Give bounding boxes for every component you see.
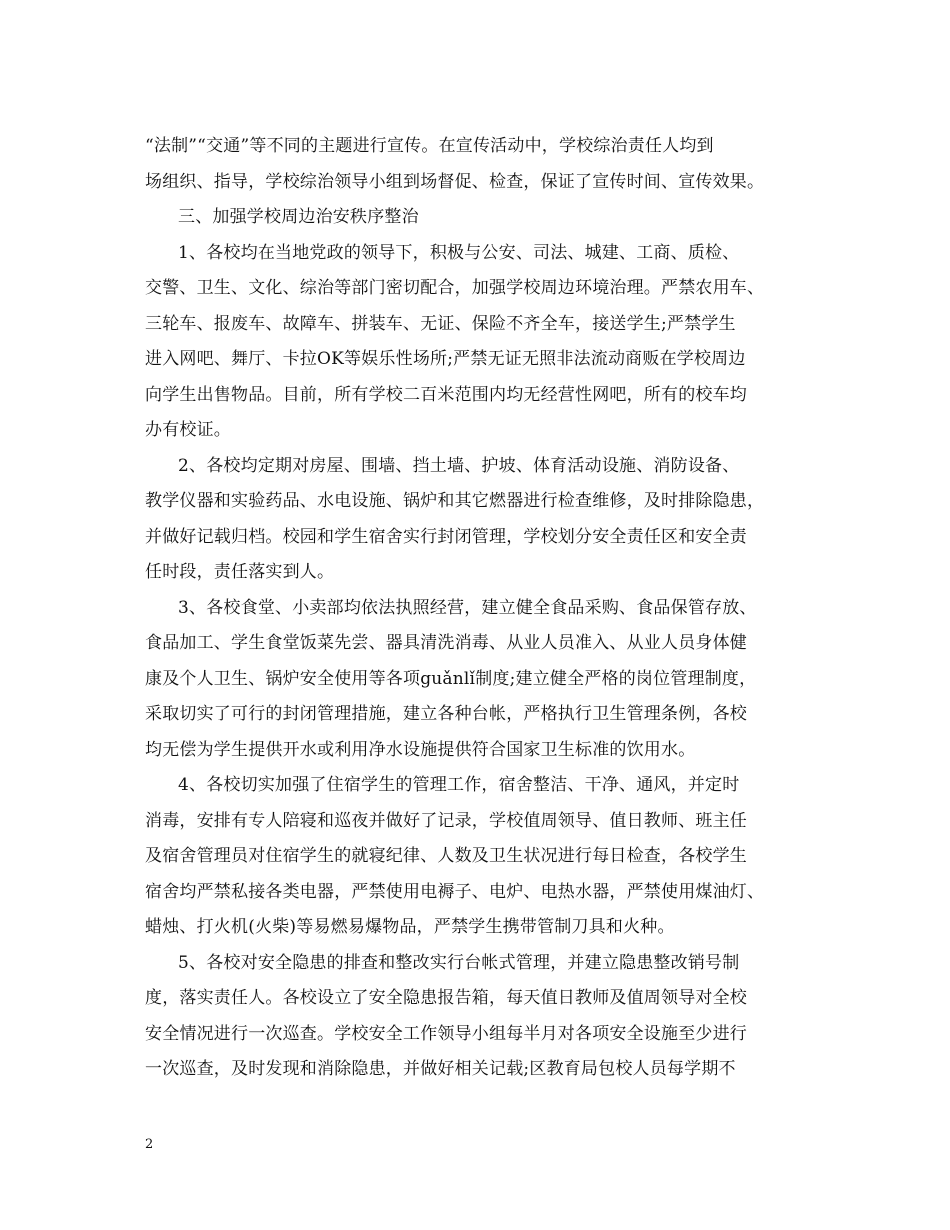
text-line: 4、各校切实加强了住宿学生的管理工作，宿舍整洁、干净、通风，并定时 (178, 775, 740, 795)
text-line: 采取切实了可行的封闭管理措施，建立各种台帐，严格执行卫生管理条例，各校 (145, 704, 747, 724)
text-line: 三轮车、报废车、故障车、拼装车、无证、保险不齐全车，接送学生;严禁学生 (145, 314, 736, 334)
text-line: 及宿舍管理员对住宿学生的就寝纪律、人数及卫生状况进行每日检查，各校学生 (145, 846, 747, 866)
text-line: 度，落实责任人。各校设立了安全隐患报告箱，每天值日教师及值周领导对全校 (145, 988, 747, 1008)
page-number: 2 (145, 1137, 154, 1152)
text-line: 一次巡查，及时发现和消除隐患，并做好相关记载;区教育局包校人员每学期不 (145, 1059, 736, 1079)
text-line: 康及个人卫生、锅炉安全使用等各项guǎnlǐ制度;建立健全严格的岗位管理制度， (145, 669, 757, 689)
text-line: “法制”“交通”等不同的主题进行宣传。在宣传活动中，学校综治责任人均到 (145, 136, 714, 156)
text-line: 交警、卫生、文化、综治等部门密切配合，加强学校周边环境治理。严禁农用车、 (145, 278, 765, 298)
text-line: 消毒，安排有专人陪寝和巡夜并做好了记录，学校值周领导、值日教师、班主任 (145, 811, 747, 831)
text-line: 均无偿为学生提供开水或利用净水设施提供符合国家卫生标准的饮用水。 (145, 740, 696, 760)
text-line: 教学仪器和实验药品、水电设施、锅炉和其它燃器进行检查维修，及时排除隐患， (145, 491, 765, 511)
text-line: 3、各校食堂、小卖部均依法执照经营，建立健全食品采购、食品保管存放、 (178, 598, 757, 618)
text-line: 宿舍均严禁私接各类电器，严禁使用电褥子、电炉、电热水器，严禁使用煤油灯、 (145, 882, 765, 902)
text-line: 1、各校均在当地党政的领导下，积极与公安、司法、城建、工商、质检、 (178, 243, 740, 263)
text-line: 并做好记载归档。校园和学生宿舍实行封闭管理，学校划分安全责任区和安全责 (145, 527, 747, 547)
text-line: 2、各校均定期对房屋、围墙、挡土墙、护坡、体育活动设施、消防设备、 (178, 456, 740, 476)
text-line: 向学生出售物品。目前，所有学校二百米范围内均无经营性网吧，所有的校车均 (145, 385, 747, 405)
text-line: 蜡烛、打火机(火柴)等易燃易爆物品，严禁学生携带管制刀具和火种。 (145, 917, 675, 937)
section-heading: 三、加强学校周边治安秩序整治 (178, 207, 419, 227)
text-line: 食品加工、学生食堂饭菜先尝、器具清洗消毒、从业人员准入、从业人员身体健 (145, 633, 747, 653)
text-line: 5、各校对安全隐患的排查和整改实行台帐式管理，并建立隐患整改销号制 (178, 953, 740, 973)
text-line: 任时段，责任落实到人。 (145, 562, 335, 582)
text-line: 进入网吧、舞厅、卡拉OK等娱乐性场所;严禁无证无照非法流动商贩在学校周边 (145, 349, 746, 369)
text-line: 场组织、指导，学校综治领导小组到场督促、检查，保证了宣传时间、宣传效果。 (145, 172, 765, 192)
text-line: 办有校证。 (145, 420, 231, 440)
text-line: 安全情况进行一次巡查。学校安全工作领导小组每半月对各项安全设施至少进行 (145, 1024, 747, 1044)
